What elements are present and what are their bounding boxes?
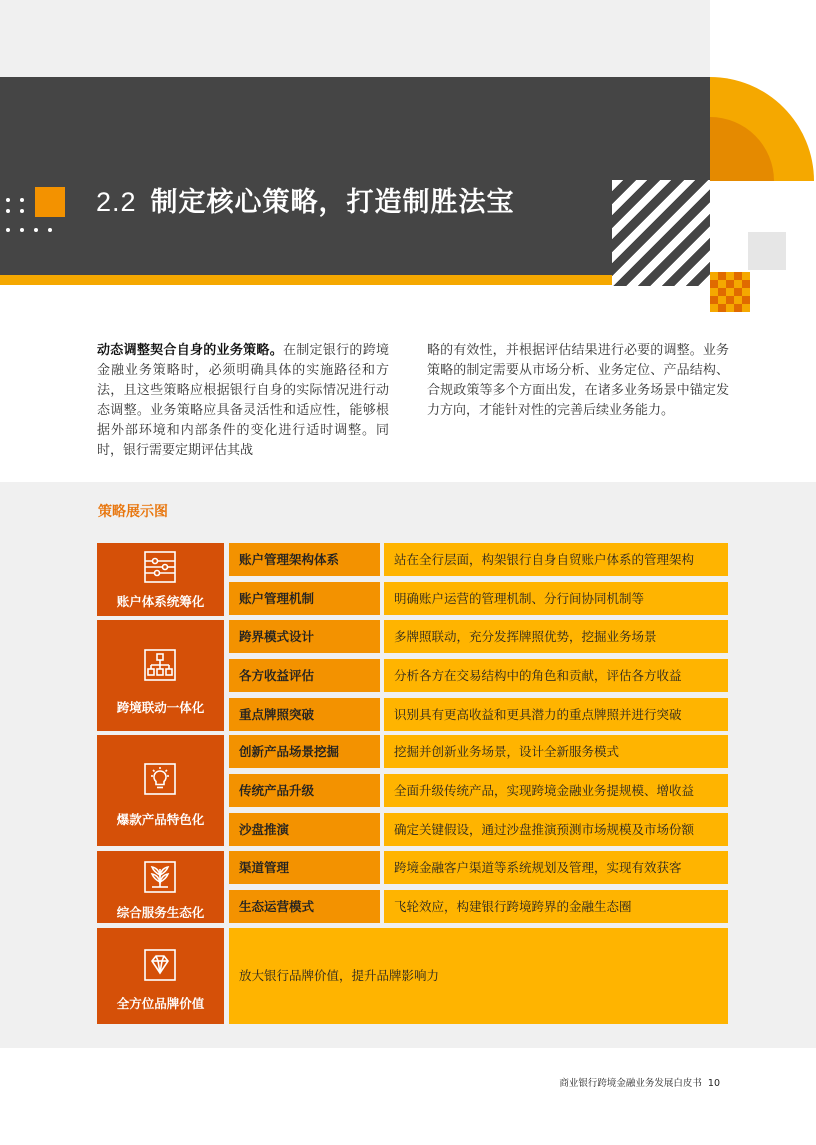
sliders-icon	[143, 550, 177, 584]
top-margin	[0, 0, 710, 78]
strategy-name: 账户管理架构体系	[229, 543, 380, 576]
strategy-name: 各方收益评估	[229, 659, 380, 692]
intro-lead: 动态调整契合自身的业务策略。	[97, 343, 283, 358]
strategy-name: 生态运营模式	[229, 890, 380, 923]
diagram-title: 策略展示图	[98, 504, 168, 520]
intro-text-left: 在制定银行的跨境金融业务策略时，必须明确具体的实施路径和方法，且这些策略应根据银行自身的实际情况进行动态调整。业务策略应具备灵活性和适应性，能够根据外部环境和内部条件的变化进行适时调整。同时，银行需要定期评估其战	[97, 343, 389, 458]
page-footer	[559, 1075, 720, 1089]
section-title	[96, 180, 515, 224]
strategy-name: 渠道管理	[229, 851, 380, 884]
category-hot-products	[97, 735, 224, 846]
strategy-name: 传统产品升级	[229, 774, 380, 807]
strategy-name: 沙盘推演	[229, 813, 380, 846]
category-label: 爆款产品特色化	[116, 812, 205, 827]
section-title-text: 制定核心策略，打造制胜法宝	[150, 187, 515, 218]
intro-column-left	[97, 341, 389, 461]
category-service-ecosystem	[97, 851, 224, 923]
strategy-desc: 确定关键假设，通过沙盘推演预测市场规模及市场份额	[384, 813, 728, 846]
orange-square-decoration	[35, 187, 65, 217]
page-number: 10	[707, 1078, 720, 1089]
plant-icon	[143, 860, 177, 894]
category-label: 账户体系统筹化	[116, 594, 205, 609]
diamond-icon	[143, 948, 177, 982]
gray-square-decoration	[748, 232, 786, 270]
strategy-name: 账户管理机制	[229, 582, 380, 615]
category-label: 跨境联动一体化	[116, 700, 205, 715]
category-label: 综合服务生态化	[116, 905, 205, 920]
strategy-desc: 站在全行层面，构架银行自身自贸账户体系的管理架构	[384, 543, 728, 576]
network-icon	[143, 648, 177, 682]
strategy-name: 重点牌照突破	[229, 698, 380, 731]
strategy-desc: 多牌照联动，充分发挥牌照优势，挖掘业务场景	[384, 620, 728, 653]
category-brand-value	[97, 928, 224, 1024]
section-banner	[0, 77, 710, 275]
banner-accent-stripe	[0, 275, 612, 285]
strategy-desc: 明确账户运营的管理机制、分行间协同机制等	[384, 582, 728, 615]
category-account-system	[97, 543, 224, 616]
strategy-desc: 识别具有更高收益和更具潜力的重点牌照并进行突破	[384, 698, 728, 731]
checker-decoration	[710, 272, 750, 312]
hatch-pattern	[612, 180, 710, 286]
footer-text: 商业银行跨境金融业务发展白皮书	[559, 1078, 702, 1089]
strategy-name: 创新产品场景挖掘	[229, 735, 380, 768]
strategy-desc: 飞轮效应，构建银行跨境跨界的金融生态圈	[384, 890, 728, 923]
strategy-desc: 挖掘并创新业务场景，设计全新服务模式	[384, 735, 728, 768]
strategy-desc: 放大银行品牌价值，提升品牌影响力	[229, 928, 728, 1024]
lightbulb-icon	[143, 762, 177, 796]
category-label: 全方位品牌价值	[116, 996, 205, 1011]
strategy-desc: 跨境金融客户渠道等系统规划及管理，实现有效获客	[384, 851, 728, 884]
category-cross-border	[97, 620, 224, 731]
strategy-desc: 分析各方在交易结构中的角色和贡献，评估各方收益	[384, 659, 728, 692]
strategy-name: 跨界模式设计	[229, 620, 380, 653]
intro-column-right: 略的有效性，并根据评估结果进行必要的调整。业务策略的制定需要从市场分析、业务定位、产品结构、合规政策等多个方面出发，在诸多业务场景中锚定发力方向，才能针对性的完善后续业务能力。	[427, 343, 729, 418]
section-number: 2.2	[96, 187, 137, 217]
strategy-desc: 全面升级传统产品，实现跨境金融业务提规模、增收益	[384, 774, 728, 807]
